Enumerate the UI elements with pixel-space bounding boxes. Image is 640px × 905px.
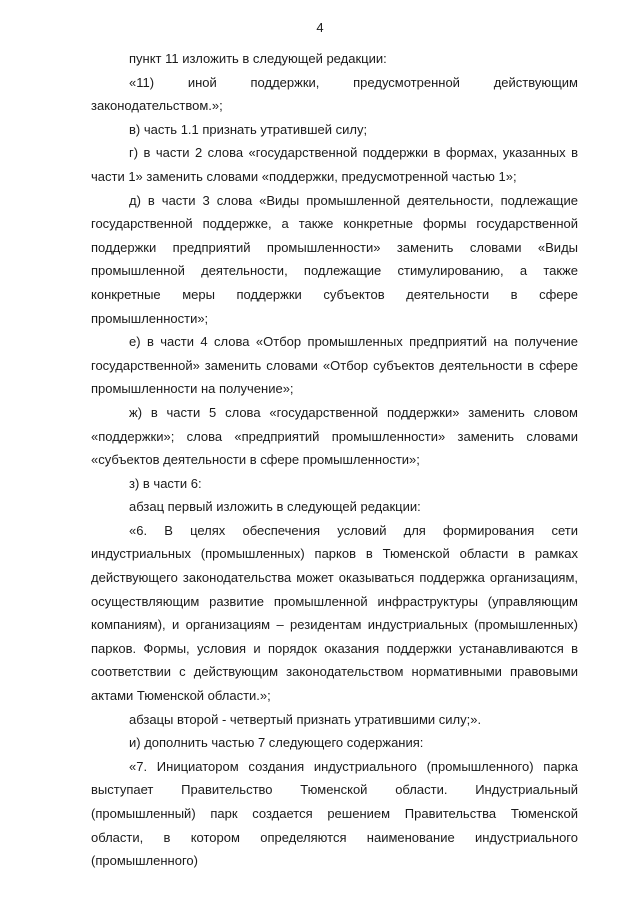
paragraph-g: г) в части 2 слова «государственной поддержки в формах, указанных в части 1» заменить словами «поддержки, предусмотренной частью 1»; <box>91 145 578 184</box>
paragraph-part-6-text: «6. В целях обеспечения условий для формирования сети индустриальных (промышленных) парков в Тюменской области в рамках действующего законодательства может оказываться поддержка организациям, осуществляющим развитие промышленной инфраструктуры (управляющим компаниям), и организациям – резидентам индустриальных (промышленных) парков. Формы, условия и порядок оказания поддержки устанавливаются в соответствии с действующим законодательством нормативными правовыми актами Тюменской области.»; <box>91 522 578 704</box>
paragraph-first-abzac: абзац первый изложить в следующей редакции: <box>129 499 421 515</box>
paragraph-item-11-text: «11) иной поддержки, предусмотренной действующим законодательством.»; <box>91 74 578 114</box>
paragraph-z: з) в части 6: <box>129 475 202 491</box>
paragraph-part-7-text: «7. Инициатором создания индустриального (промышленного) парка выступает Правительство Тюменской области. Индустриальный (промышленный) парк создается решением Правительства Тюменской области, в котором определяются наименование индустриального (промышленного) <box>91 758 578 869</box>
paragraph-e: е) в части 4 слова «Отбор промышленных предприятий на получение государственной» заменить словами «Отбор субъектов деятельности в сфере промышленности на получение»; <box>91 334 578 397</box>
page-number: 4 <box>316 20 324 35</box>
paragraph-item-11: пункт 11 изложить в следующей редакции: <box>129 51 387 66</box>
paragraph-i: и) дополнить частью 7 следующего содержания: <box>129 735 424 751</box>
paragraph-abzacy: абзацы второй - четвертый признать утратившими силу;». <box>129 711 482 727</box>
document-body <box>91 47 578 873</box>
paragraph-v: в) часть 1.1 признать утратившей силу; <box>129 121 368 137</box>
paragraph-zh: ж) в части 5 слова «государственной поддержки» заменить словом «поддержки»; слова «предприятий промышленности» заменить словами «субъектов деятельности в сфере промышленности»; <box>91 404 578 468</box>
paragraph-d: д) в части 3 слова «Виды промышленной деятельности, подлежащие государственной поддержке, а также конкретные формы государственной поддержки предприятий промышленности» заменить словами «Виды промышленной деятельности, подлежащие стимулированию, а также конкретные меры поддержки субъектов деятельности в сфере промышленности»; <box>91 192 578 326</box>
